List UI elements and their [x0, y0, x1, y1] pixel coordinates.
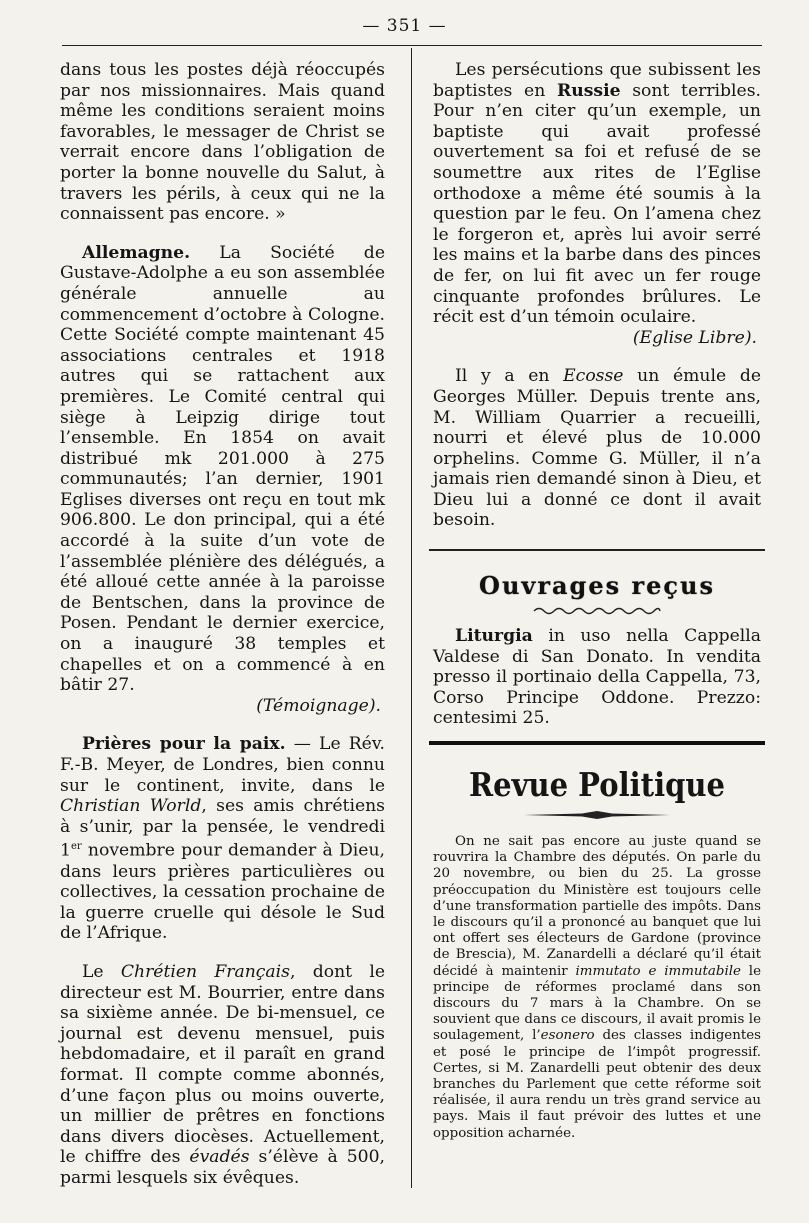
- header-rule: [62, 45, 762, 46]
- chretien-francais-italic: Chrétien Français: [120, 962, 291, 983]
- right-column: [433, 60, 761, 1142]
- russie-paragraph: [433, 60, 761, 328]
- revue-text-2: le principe de réformes proclamé dans son discours du 7 mars à la Chambre. On se souvient que dans ce discours, il avait promis le soulagement, l’: [433, 963, 762, 1044]
- prieres-text-3: novembre pour demander à Dieu, dans leurs prières particulières ou collectives, la cessation prochaine de la guerre cruelle qui désole le Sud de l’Afrique.: [60, 841, 385, 944]
- prieres-paragraph: [60, 734, 385, 944]
- heavy-section-rule: [429, 741, 765, 745]
- allemagne-paragraph: [60, 243, 385, 696]
- revue-text: On ne sait pas encore au juste quand se rouvrira la Chambre des députés. On parle du 20 novembre, ou bien du 25. La grosse préoccupation du Ministère est toujours celle d’une transformation partielle des impôts. Dans le discours qu’il a prononcé au banquet que lui ont offert ses électeurs de Gardone (province de Brescia), M. Zanardelli a déclaré qu’il était décidé à maintenir: [433, 834, 761, 979]
- liturgia-paragraph: [433, 626, 761, 729]
- revue-politique-body: [433, 834, 761, 1142]
- continuation-paragraph: dans tous les postes déjà réoccupés par nos missionnaires. Mais quand même les conditions seraient moins favorables, le messager de Christ se verrait encore dans l’obligation de porter la bonne nouvelle du Salut, à travers les périls, à ceux qui ne la connaissent pas encore. »: [60, 60, 385, 225]
- russie-bold: Russie: [556, 80, 621, 101]
- revue-politique-heading: Revue Politique: [468, 765, 726, 805]
- liturgia-heading: Liturgia: [455, 626, 533, 647]
- liturgia-text: in uso nella Cappella Valdese di San Donato. In vendita presso il portinaio della Cappella, 73, Corso Principe Oddone. Prezzo: centesimi 25.: [433, 626, 761, 729]
- allemagne-text: La Société de Gustave-Adolphe a eu son assemblée générale annuelle au commencement d’octobre à Cologne. Cette Société compte maintenant 45 associations centrales et 1918 autres qui se rattachent aux premières. Le Comité central qui siège à Leipzig dirige tout l’ensemble. En 1854 on avait distribué mk 201.000 à 275 communautés; l’an dernier, 1901 Eglises diverses ont reçu en tout mk 906.800. Le don principal, qui a été accordé à la suite d’un vote de l’assemblée plénière des délégués, a été alloué cette année à la paroisse de Bentschen, dans la province de Posen. Pendant le dernier exercice, on a inauguré 38 temples et chapelles et on a commencé à en bâtir 27.: [60, 242, 385, 696]
- esonero-italic: esonero: [540, 1028, 595, 1044]
- christian-world-italic: Christian World: [60, 796, 202, 817]
- evades-italic: évadés: [189, 1147, 250, 1168]
- left-column: [60, 60, 385, 1189]
- dash-ornament: [522, 810, 672, 820]
- ecosse-text: Il y a en: [455, 366, 564, 387]
- revue-paragraph: [433, 834, 761, 1142]
- revue-text-3: des classes indigentes et posé le principe de l’impôt progressif. Certes, si M. Zanardelli peut obtenir des deux branches du Parlement que cette réforme soit réalisée, il aura rendu un très grand service au pays. Mais il faut prévoir des luttes et une opposition acharnée.: [433, 1028, 761, 1141]
- prieres-heading: Prières pour la paix.: [82, 734, 286, 755]
- column-divider: [411, 48, 412, 1188]
- chretien-paragraph: [60, 962, 385, 1189]
- chretien-text: Le: [82, 962, 121, 983]
- page-number: — 351 —: [362, 16, 447, 36]
- russie-text: Les persécutions que subissent les baptistes en: [433, 60, 761, 101]
- immutato-italic: immutato e immutabile: [575, 963, 741, 979]
- wavy-ornament: [532, 606, 662, 616]
- chretien-text-2: , dont le directeur est M. Bourrier, entre dans sa sixième année. De bi-mensuel, ce journal est devenu mensuel, puis hebdomadaire, et il paraît en grand format. Il compte comme abonnés, d’une façon plus ou moins ouverte, un millier de prêtres en fonctions dans divers diocèses. Actuellement, le chiffre des: [60, 962, 385, 1168]
- ecosse-paragraph: [433, 366, 761, 531]
- russie-source: (Eglise Libre).: [632, 327, 757, 348]
- prieres-text: — Le Rév. F.-B. Meyer, de Londres, bien connu sur le continent, invite, dans le: [60, 734, 385, 796]
- ecosse-italic: Ecosse: [563, 366, 624, 387]
- section-rule: [429, 549, 765, 551]
- allemagne-heading: Allemagne.: [82, 242, 191, 263]
- allemagne-source: (Témoignage).: [256, 695, 381, 716]
- ouvrages-heading: Ouvrages reçus: [479, 571, 715, 601]
- russie-text-2: sont terribles. Pour n’en citer qu’un exemple, un baptiste qui avait professé ouvertement sa foi et refusé de se soumettre aux rites de l’Eglise orthodoxe a même été soumis à la question par le feu. On l’amena chez le forgeron et, après lui avoir serré les mains et la barbe dans des pinces de fer, on lui fit avec un fer rouge cinquante profondes brûlures. Le récit est d’un témoin oculaire.: [433, 80, 761, 328]
- superscript-er: er: [70, 841, 82, 853]
- chretien-text-3: s’élève à 500, parmi lesquels six évêques.: [60, 1147, 385, 1189]
- ecosse-text-2: un émule de Georges Müller. Depuis trente ans, M. William Quarrier a recueilli, nourri et élevé plus de 10.000 orphelins. Comme G. Müller, il n’a jamais rien demandé sinon à Dieu, et Dieu lui a donné ce dont il avait besoin.: [433, 366, 761, 531]
- prieres-text-2: , ses amis chrétiens à s’unir, par la pensée, le vendredi 1: [60, 796, 386, 862]
